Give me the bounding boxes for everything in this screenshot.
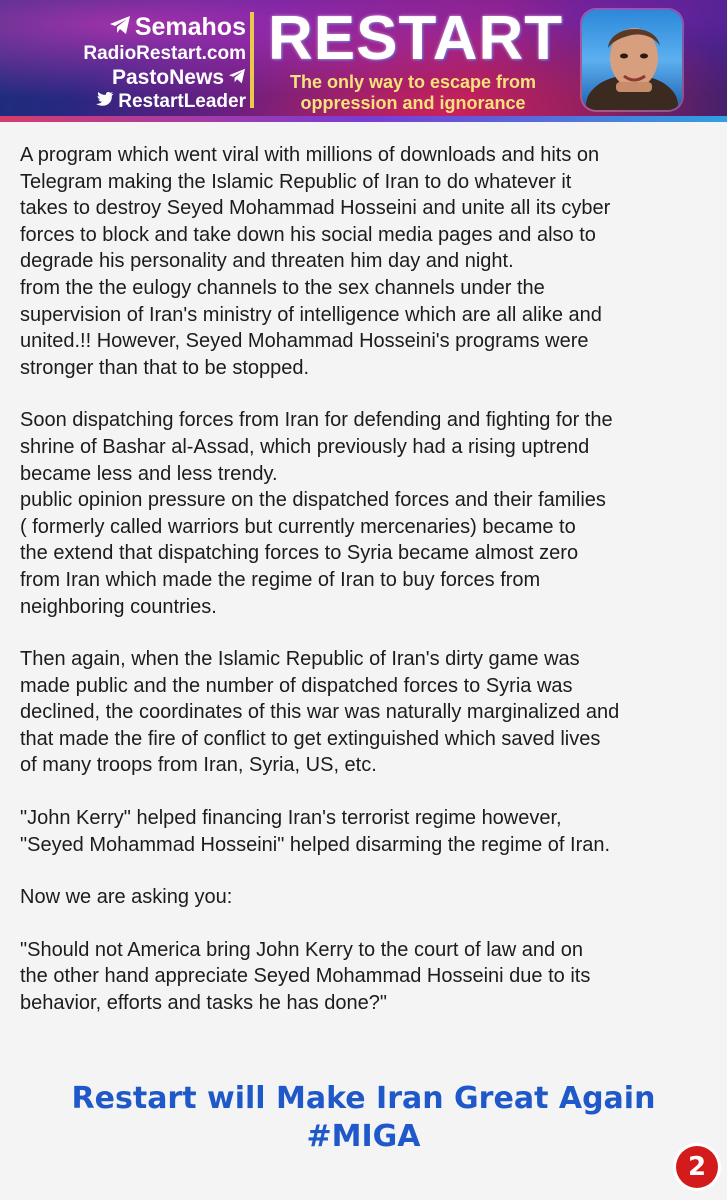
footer-slogan bbox=[0, 1080, 727, 1156]
brand-block bbox=[268, 4, 564, 114]
news-handle-row[interactable] bbox=[46, 64, 246, 90]
brand-tagline-line2: oppression and ignorance bbox=[300, 93, 526, 113]
paragraph-4: "John Kerry" helped financing Iran's terrorist regime however, "Seyed Mohammad Hosseini" helped disarming the regime of Iran. bbox=[20, 807, 611, 856]
telegram-handle: Semahos bbox=[134, 12, 246, 41]
paragraph-5: Now we are asking you: bbox=[20, 886, 233, 909]
twitter-handle: RestartLeader bbox=[118, 90, 246, 112]
header-banner bbox=[0, 0, 727, 122]
paragraph-3: Then again, when the Islamic Republic of Iran's dirty game was made public and the number of dispatched forces to Syria was declined, the coordinates of this war was naturally marginalized and that made the fire of conflict to get extinguished which saved lives of many troops from Iran, Syria, US, etc. bbox=[20, 648, 620, 777]
paragraph-6: "Should not America bring John Kerry to the court of law and on the other hand appreciate Seyed Mohammad Hosseini due to its behavior, efforts and tasks he has done?" bbox=[20, 938, 591, 1015]
twitter-handle-row[interactable] bbox=[46, 90, 246, 112]
news-handle: PastoNews bbox=[111, 65, 224, 89]
leader-portrait bbox=[582, 10, 682, 110]
telegram-handle-row[interactable] bbox=[46, 12, 246, 42]
article-body bbox=[20, 142, 710, 1043]
twitter-bird-icon bbox=[96, 92, 114, 110]
paragraph-1: A program which went viral with millions of downloads and hits on Telegram making the Islamic Republic of Iran to do whatever it takes to destroy Seyed Mohammad Hosseini and unite all its cyber forces to block and take down his social media pages and also to degrade his personality and threaten him day and night. from the the eulogy channels to the sex channels under the supervision of Iran's ministry of intelligence which are all alike and united.!! However, Seyed Mohammad Hosseini's programs were stronger than that to be stopped. bbox=[20, 144, 611, 379]
paragraph-2: Soon dispatching forces from Iran for defending and fighting for the shrine of Bashar al-Assad, which previously had a rising uptrend became less and less trendy. public opinion pressure on the dispatched forces and their families ( formerly called warriors but currently mercenaries) became to the extend that dispatching forces to Syria became almost zero from Iran which made the regime of Iran to buy forces from neighboring countries. bbox=[20, 409, 613, 618]
hashtag-text[interactable]: #MIGA bbox=[306, 1119, 421, 1154]
website-row[interactable] bbox=[46, 42, 246, 64]
header-divider bbox=[250, 12, 254, 108]
brand-title: RESTART bbox=[268, 4, 564, 73]
social-handles bbox=[46, 12, 246, 112]
brand-tagline-line1: The only way to escape from bbox=[289, 72, 537, 92]
telegram-icon bbox=[228, 67, 246, 88]
page-number-badge: 2 bbox=[676, 1146, 718, 1188]
telegram-icon bbox=[109, 15, 131, 40]
slogan-text: Restart will Make Iran Great Again bbox=[71, 1081, 656, 1116]
website-link: RadioRestart.com bbox=[83, 42, 246, 64]
